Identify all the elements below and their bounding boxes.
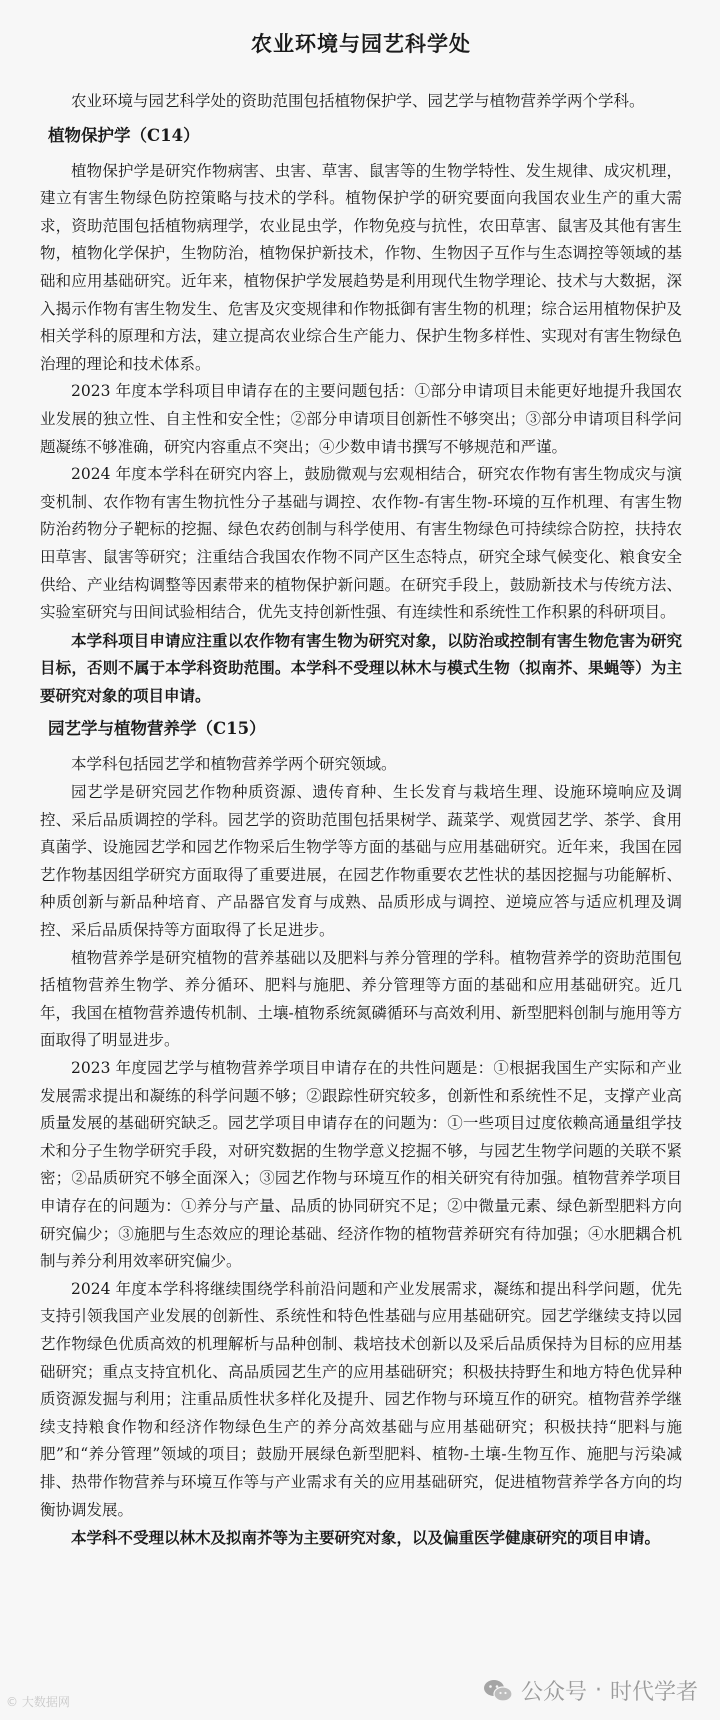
body-paragraph: 植物保护学是研究作物病害、虫害、草害、鼠害等的生物学特性、发生规律、成灾机理，建立有害生物绿色防控策略与技术的学科。植物保护学的研究要面向我国农业生产的重大需求，资助范围包括植物病理学，农业昆虫学，作物免疫与抗性，农田草害、鼠害及其他有害生物，植物化学保护，生物防治，植物保护新技术，作物、生物因子互作与生态调控等领域的基础和应用基础研究。近年来，植物保护学发展趋势是利用现代生物学理论、技术与大数据，深入揭示作物有害生物发生、危害及灾变规律和作物抵御有害生物的机理；综合运用植物保护及相关学科的原理和方法，建立提高农业综合生产能力、保护生物多样性、实现对有害生物绿色治理的理论和技术体系。 [40, 161, 682, 373]
footer-watermark [0, 1668, 720, 1720]
section-plant-protection [40, 122, 682, 710]
wechat-account-watermark [483, 1675, 698, 1706]
body-paragraph: 2023 年度园艺学与植物营养学项目申请存在的共性问题是：①根据我国生产实际和产业发展需求提出和凝练的科学问题不够；②跟踪性研究较多，创新性和系统性不足，支撑产业高质量发展的基础研究缺乏。园艺学项目申请存在的问题为：①一些项目过度依赖高通量组学技术和分子生物学研究手段，对研究数据的生物学意义挖掘不够，与园艺生物学问题的关联不紧密；②品质研究不够全面深入；③园艺作物与环境互作的相关研究有待加强。植物营养学项目申请存在的问题为：①养分与产量、品质的协同研究不足；②中微量元素、绿色新型肥料方向研究偏少；③施肥与生态效应的理论基础、经济作物的植物营养研究有待加强；④水肥耦合机制与养分利用效率研究偏少。 [40, 1059, 682, 1271]
body-paragraph: 本学科包括园艺学和植物营养学两个研究领域。 [71, 755, 397, 774]
separator-dot: · [594, 1678, 602, 1703]
closing-paragraph: 本学科不受理以林木及拟南芥等为主要研究对象，以及偏重医学健康研究的项目申请。 [71, 1528, 661, 1548]
section-horticulture [40, 715, 682, 1551]
page-title: 农业环境与园艺科学处 [251, 31, 471, 56]
closing-paragraph: 本学科项目申请应注重以农作物有害生物为研究对象，以防治或控制有害生物危害为研究目标，否则不属于本学科资助范围。本学科不受理以林木与模式生物（拟南芥、果蝇等）为主要研究对象的项目申请。 [40, 630, 682, 705]
wechat-icon [483, 1678, 513, 1704]
body-paragraph: 园艺学是研究园艺作物种质资源、遗传育种、生长发育与栽培生理、设施环境响应及调控、采后品质调控的学科。园艺学的资助范围包括果树学、蔬菜学、观赏园艺学、茶学、食用真菌学、设施园艺学和园艺作物采后生物学等方面的基础与应用基础研究。近年来，我国在园艺作物基因组学研究方面取得了重要进展，在园艺作物重要农艺性状的基因挖掘与功能解析、种质创新与新品种培育、产品器官发育与成熟、品质形成与调控、逆境应答与适应机理及调控、采后品质保持等方面取得了长足进步。 [40, 783, 682, 940]
section-heading: 园艺学与植物营养学（C15） [48, 719, 266, 739]
body-paragraph: 植物营养学是研究植物的营养基础以及肥料与养分管理的学科。植物营养学的资助范围包括植物营养生物学、养分循环、肥料与施肥、养分管理等方面的基础和应用基础研究。近几年，我国在植物营养遗传机制、土壤-植物系统氮磷循环与高效利用、新型肥料创制与施用等方面取得了明显进步。 [40, 948, 682, 1050]
account-name: 时代学者 [609, 1680, 698, 1705]
intro-paragraph: 农业环境与园艺科学处的资助范围包括植物保护学、园艺学与植物营养学两个学科。 [71, 92, 645, 110]
watermark-left: © 大数据网 [6, 1695, 70, 1709]
body-paragraph: 2024 年度本学科将继续围绕学科前沿问题和产业发展需求，凝练和提出科学问题，优先支持引领我国产业发展的创新性、系统性和特色性基础与应用基础研究。园艺学继续支持以园艺作物绿色优质高效的机理解析与品种创制、栽培技术创新以及采后品质保持为目标的应用基础研究；重点支持宜机化、高品质园艺生产的应用基础研究；积极扶持野生和地方特色优异种质资源发掘与利用；注重品质性状多样化及提升、园艺作物与环境互作的研究。植物营养学继续支持粮食作物和经济作物绿色生产的养分高效基础与应用基础研究；积极扶持“肥料与施肥”和“养分管理”领域的项目；鼓励开展绿色新型肥料、植物-土壤-生物互作、施肥与污染减排、热带作物营养与环境互作等与产业需求有关的应用基础研究，促进植物营养学各方向的均衡协调发展。 [40, 1279, 682, 1519]
body-paragraph: 2023 年度本学科项目申请存在的主要问题包括：①部分申请项目未能更好地提升我国农业发展的独立性、自主性和安全性；②部分申请项目创新性不够突出；③部分申请项目科学问题凝练不够准确，研究内容重点不突出；④少数申请书撰写不够规范和严谨。 [40, 382, 682, 456]
account-label: 公众号 [520, 1680, 587, 1705]
section-heading: 植物保护学（C14） [48, 125, 200, 145]
body-paragraph: 2024 年度本学科在研究内容上，鼓励微观与宏观相结合，研究农作物有害生物成灾与演变机制、农作物有害生物抗性分子基础与调控、农作物-有害生物-环境的互作机理、有害生物防治药物分子靶标的挖掘、绿色农药创制与科学使用、有害生物绿色可持续综合防控，扶持农田草害、鼠害等研究；注重结合我国农作物不同产区生态特点，研究全球气候变化、粮食安全供给、产业结构调整等因素带来的植物保护新问题。在研究手段上，鼓励新技术与传统方法、实验室研究与田间试验相结合，优先支持创新性强、有连续性和系统性工作积累的科研项目。 [40, 465, 682, 622]
